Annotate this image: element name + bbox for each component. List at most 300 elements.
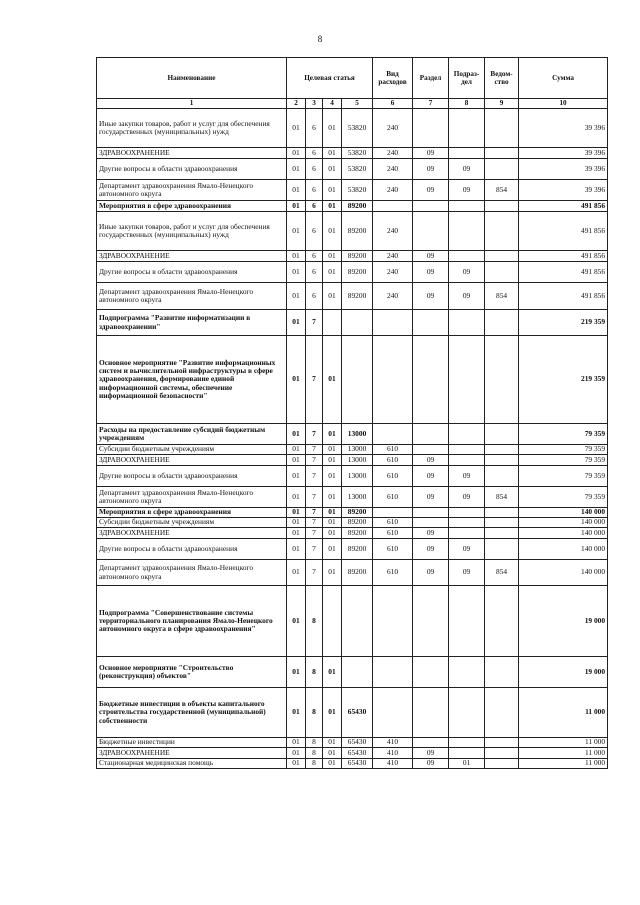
expense-type: 610: [373, 455, 413, 466]
amount: 11 000: [519, 688, 608, 738]
target-program: 01: [287, 336, 306, 424]
target-event: 01: [323, 109, 342, 148]
table-row: [97, 310, 608, 336]
amount: 491 856: [519, 283, 608, 310]
header-vedomstvo: Ведом- ство: [485, 58, 519, 99]
section: 09: [413, 487, 449, 508]
target-direction: 53820: [342, 180, 373, 201]
target-direction: 53820: [342, 109, 373, 148]
target-direction: 89200: [342, 283, 373, 310]
target-direction: 89200: [342, 560, 373, 586]
row-name: Бюджетные инвестиции в объекты капитального строительства государственной (муниципальной) собственности: [97, 688, 287, 738]
header-razdel: Раздел: [413, 58, 449, 99]
target-event: 01: [323, 159, 342, 180]
target-direction: 65430: [342, 688, 373, 738]
department: [485, 262, 519, 283]
amount: 219 359: [519, 310, 608, 336]
target-direction: 53820: [342, 159, 373, 180]
budget-table: [96, 57, 608, 769]
target-event: 01: [323, 748, 342, 759]
row-name: Основное мероприятие "Строительство (реконструкция) объектов": [97, 657, 287, 688]
target-event: 01: [323, 445, 342, 455]
target-event: 01: [323, 148, 342, 159]
section: 09: [413, 283, 449, 310]
row-name: Иные закупки товаров, работ и услуг для обеспечения государственных (муниципальных) нужд: [97, 212, 287, 251]
subsection: [449, 424, 485, 445]
target-direction: [342, 310, 373, 336]
target-direction: 65430: [342, 738, 373, 748]
amount: 39 396: [519, 109, 608, 148]
subsection: [449, 109, 485, 148]
section: 09: [413, 539, 449, 560]
section: [413, 586, 449, 657]
department: [485, 738, 519, 748]
target-event: 01: [323, 455, 342, 466]
amount: 140 000: [519, 539, 608, 560]
column-number: 6: [373, 99, 413, 109]
target-subprogram: 6: [306, 283, 323, 310]
target-subprogram: 8: [306, 738, 323, 748]
column-number: 8: [449, 99, 485, 109]
target-program: 01: [287, 109, 306, 148]
column-number: 4: [323, 99, 342, 109]
target-program: 01: [287, 262, 306, 283]
department: 854: [485, 180, 519, 201]
row-name: Департамент здравоохранения Ямало-Ненецкого автономного округа: [97, 560, 287, 586]
amount: 491 856: [519, 212, 608, 251]
table-row: [97, 336, 608, 424]
header-summa: Сумма: [519, 58, 608, 99]
row-name: Мероприятия в сфере здравоохранения: [97, 201, 287, 212]
department: [485, 251, 519, 262]
table-row: [97, 159, 608, 180]
department: [485, 508, 519, 518]
target-subprogram: 7: [306, 445, 323, 455]
amount: 79 359: [519, 455, 608, 466]
section: [413, 445, 449, 455]
subsection: [449, 310, 485, 336]
expense-type: 610: [373, 560, 413, 586]
section: 09: [413, 148, 449, 159]
amount: 39 396: [519, 148, 608, 159]
target-subprogram: 7: [306, 508, 323, 518]
target-event: 01: [323, 466, 342, 487]
table-row: [97, 262, 608, 283]
row-name: Иные закупки товаров, работ и услуг для обеспечения государственных (муниципальных) нужд: [97, 109, 287, 148]
amount: 19 000: [519, 586, 608, 657]
amount: 11 000: [519, 738, 608, 748]
expense-type: 610: [373, 518, 413, 528]
table-row: [97, 487, 608, 508]
row-name: Стационарная медицинская помощь: [97, 759, 287, 769]
page-number: 8: [317, 34, 323, 44]
target-subprogram: 7: [306, 455, 323, 466]
amount: 19 000: [519, 657, 608, 688]
subsection: [449, 528, 485, 539]
table-row: [97, 586, 608, 657]
department: [485, 201, 519, 212]
section: 09: [413, 262, 449, 283]
table-row: [97, 455, 608, 466]
row-name: Департамент здравоохранения Ямало-Ненецкого автономного округа: [97, 487, 287, 508]
column-number: 5: [342, 99, 373, 109]
target-event: 01: [323, 201, 342, 212]
subsection: [449, 738, 485, 748]
target-direction: 13000: [342, 445, 373, 455]
table-row: [97, 251, 608, 262]
table-row: [97, 539, 608, 560]
target-subprogram: 6: [306, 159, 323, 180]
table-row: [97, 283, 608, 310]
header-name: Наименование: [97, 58, 287, 99]
department: [485, 109, 519, 148]
expense-type: 610: [373, 487, 413, 508]
target-program: 01: [287, 159, 306, 180]
table-row: [97, 759, 608, 769]
subsection: [449, 518, 485, 528]
department: [485, 657, 519, 688]
amount: 11 000: [519, 759, 608, 769]
target-direction: 13000: [342, 455, 373, 466]
expense-type: 610: [373, 466, 413, 487]
expense-type: 410: [373, 759, 413, 769]
target-subprogram: 6: [306, 212, 323, 251]
target-event: 01: [323, 251, 342, 262]
section: [413, 212, 449, 251]
table-row: [97, 180, 608, 201]
table-row: [97, 508, 608, 518]
expense-type: [373, 201, 413, 212]
target-event: 01: [323, 738, 342, 748]
expense-type: 240: [373, 251, 413, 262]
amount: 491 856: [519, 262, 608, 283]
section: 09: [413, 759, 449, 769]
expense-type: [373, 336, 413, 424]
expense-type: 610: [373, 445, 413, 455]
section: [413, 508, 449, 518]
row-name: Департамент здравоохранения Ямало-Ненецкого автономного округа: [97, 283, 287, 310]
row-name: ЗДРАВООХРАНЕНИЕ: [97, 455, 287, 466]
target-event: 01: [323, 487, 342, 508]
target-direction: 89200: [342, 518, 373, 528]
target-direction: [342, 586, 373, 657]
target-program: 01: [287, 528, 306, 539]
expense-type: 240: [373, 283, 413, 310]
table-row: [97, 212, 608, 251]
target-program: 01: [287, 738, 306, 748]
section: 09: [413, 748, 449, 759]
table-row: [97, 748, 608, 759]
section: 09: [413, 560, 449, 586]
table-row: [97, 657, 608, 688]
row-name: Другие вопросы в области здравоохранения: [97, 159, 287, 180]
subsection: [449, 148, 485, 159]
expense-type: [373, 688, 413, 738]
target-direction: 65430: [342, 748, 373, 759]
department: [485, 518, 519, 528]
row-name: ЗДРАВООХРАНЕНИЕ: [97, 148, 287, 159]
expense-type: 410: [373, 738, 413, 748]
row-name: Бюджетные инвестиции: [97, 738, 287, 748]
department: [485, 212, 519, 251]
amount: 140 000: [519, 560, 608, 586]
subsection: 09: [449, 159, 485, 180]
column-number: 10: [519, 99, 608, 109]
target-direction: 89200: [342, 539, 373, 560]
expense-type: 240: [373, 109, 413, 148]
target-subprogram: 8: [306, 748, 323, 759]
subsection: [449, 336, 485, 424]
table-row: [97, 738, 608, 748]
table-row: [97, 445, 608, 455]
expense-type: [373, 310, 413, 336]
target-subprogram: 7: [306, 560, 323, 586]
row-name: ЗДРАВООХРАНЕНИЕ: [97, 748, 287, 759]
target-program: 01: [287, 748, 306, 759]
department: [485, 424, 519, 445]
target-direction: 89200: [342, 508, 373, 518]
section: [413, 738, 449, 748]
row-name: Другие вопросы в области здравоохранения: [97, 539, 287, 560]
target-program: 01: [287, 466, 306, 487]
table-row: [97, 528, 608, 539]
subsection: [449, 445, 485, 455]
target-program: 01: [287, 455, 306, 466]
subsection: [449, 748, 485, 759]
target-event: 01: [323, 424, 342, 445]
subsection: 09: [449, 539, 485, 560]
department: [485, 759, 519, 769]
target-subprogram: 7: [306, 424, 323, 445]
target-program: 01: [287, 487, 306, 508]
target-subprogram: 6: [306, 251, 323, 262]
amount: 79 359: [519, 445, 608, 455]
target-event: [323, 310, 342, 336]
subsection: [449, 657, 485, 688]
amount: 140 000: [519, 508, 608, 518]
target-subprogram: 8: [306, 586, 323, 657]
amount: 140 000: [519, 518, 608, 528]
target-program: 01: [287, 180, 306, 201]
target-subprogram: 6: [306, 262, 323, 283]
section: 09: [413, 528, 449, 539]
section: [413, 336, 449, 424]
target-subprogram: 7: [306, 518, 323, 528]
expense-type: 240: [373, 180, 413, 201]
target-program: 01: [287, 310, 306, 336]
expense-type: [373, 657, 413, 688]
table-body: [97, 109, 608, 769]
subsection: 09: [449, 283, 485, 310]
amount: 11 000: [519, 748, 608, 759]
target-program: 01: [287, 283, 306, 310]
department: [485, 586, 519, 657]
table-row: [97, 466, 608, 487]
header-row: [97, 58, 608, 99]
target-event: 01: [323, 539, 342, 560]
amount: 79 359: [519, 487, 608, 508]
department: 854: [485, 283, 519, 310]
subsection: 09: [449, 180, 485, 201]
section: 09: [413, 251, 449, 262]
target-event: 01: [323, 528, 342, 539]
target-program: 01: [287, 201, 306, 212]
table-row: [97, 518, 608, 528]
target-subprogram: 8: [306, 657, 323, 688]
department: [485, 148, 519, 159]
target-event: 01: [323, 688, 342, 738]
target-direction: 65430: [342, 759, 373, 769]
target-subprogram: 7: [306, 336, 323, 424]
row-name: Мероприятия в сфере здравоохранения: [97, 508, 287, 518]
department: [485, 748, 519, 759]
row-name: Субсидии бюджетным учреждениям: [97, 445, 287, 455]
subsection: 09: [449, 560, 485, 586]
expense-type: 240: [373, 159, 413, 180]
target-event: 01: [323, 212, 342, 251]
table-row: [97, 201, 608, 212]
target-program: 01: [287, 508, 306, 518]
section: 09: [413, 466, 449, 487]
department: [485, 455, 519, 466]
column-number: 1: [97, 99, 287, 109]
subsection: 09: [449, 262, 485, 283]
target-program: 01: [287, 148, 306, 159]
column-number-row: [97, 99, 608, 109]
target-event: 01: [323, 508, 342, 518]
section: [413, 109, 449, 148]
table-row: [97, 109, 608, 148]
row-name: Другие вопросы в области здравоохранения: [97, 262, 287, 283]
target-subprogram: 7: [306, 539, 323, 560]
target-direction: 53820: [342, 148, 373, 159]
expense-type: 240: [373, 212, 413, 251]
section: 09: [413, 180, 449, 201]
department: [485, 336, 519, 424]
target-subprogram: 7: [306, 310, 323, 336]
amount: 39 396: [519, 159, 608, 180]
target-direction: 13000: [342, 466, 373, 487]
row-name: Расходы на предоставление субсидий бюджетным учреждениям: [97, 424, 287, 445]
amount: 491 856: [519, 201, 608, 212]
section: 09: [413, 455, 449, 466]
header-target: Целевая статья: [287, 58, 373, 99]
target-event: 01: [323, 262, 342, 283]
target-program: 01: [287, 560, 306, 586]
column-number: 3: [306, 99, 323, 109]
target-direction: 89200: [342, 212, 373, 251]
amount: 140 000: [519, 528, 608, 539]
section: [413, 424, 449, 445]
amount: 219 359: [519, 336, 608, 424]
target-event: [323, 586, 342, 657]
target-program: 01: [287, 539, 306, 560]
department: 854: [485, 560, 519, 586]
subsection: [449, 688, 485, 738]
amount: 491 856: [519, 251, 608, 262]
subsection: [449, 455, 485, 466]
target-direction: [342, 657, 373, 688]
table-row: [97, 424, 608, 445]
section: [413, 310, 449, 336]
department: [485, 688, 519, 738]
target-subprogram: 6: [306, 109, 323, 148]
column-number: 7: [413, 99, 449, 109]
target-direction: 89200: [342, 262, 373, 283]
amount: 39 396: [519, 180, 608, 201]
row-name: ЗДРАВООХРАНЕНИЕ: [97, 251, 287, 262]
expense-type: [373, 424, 413, 445]
department: [485, 466, 519, 487]
department: [485, 539, 519, 560]
department: [485, 159, 519, 180]
department: 854: [485, 487, 519, 508]
section: [413, 657, 449, 688]
expense-type: 610: [373, 528, 413, 539]
target-subprogram: 7: [306, 487, 323, 508]
department: [485, 445, 519, 455]
target-direction: 13000: [342, 487, 373, 508]
department: [485, 310, 519, 336]
row-name: Подпрограмма "Совершенствование системы территориального планирования Ямало-Ненецкого автономного округа в сфере здравоохранения": [97, 586, 287, 657]
subsection: 09: [449, 466, 485, 487]
table-row: [97, 148, 608, 159]
expense-type: 240: [373, 148, 413, 159]
row-name: Подпрограмма "Развитие информатизации в здравоохранении": [97, 310, 287, 336]
table-row: [97, 560, 608, 586]
target-program: 01: [287, 424, 306, 445]
section: [413, 688, 449, 738]
subsection: [449, 212, 485, 251]
target-event: 01: [323, 180, 342, 201]
table-row: [97, 688, 608, 738]
subsection: [449, 201, 485, 212]
target-subprogram: 7: [306, 466, 323, 487]
target-program: 01: [287, 212, 306, 251]
target-direction: 13000: [342, 424, 373, 445]
target-subprogram: 6: [306, 180, 323, 201]
target-direction: 89200: [342, 201, 373, 212]
section: [413, 201, 449, 212]
row-name: ЗДРАВООХРАНЕНИЕ: [97, 528, 287, 539]
subsection: [449, 586, 485, 657]
target-event: 01: [323, 336, 342, 424]
target-program: 01: [287, 657, 306, 688]
target-program: 01: [287, 518, 306, 528]
subsection: 01: [449, 759, 485, 769]
target-subprogram: 6: [306, 201, 323, 212]
section: [413, 518, 449, 528]
target-event: 01: [323, 560, 342, 586]
target-direction: 89200: [342, 528, 373, 539]
target-program: 01: [287, 688, 306, 738]
amount: 79 359: [519, 466, 608, 487]
expense-type: 410: [373, 748, 413, 759]
header-vid: Вид расходов: [373, 58, 413, 99]
target-event: 01: [323, 759, 342, 769]
target-event: 01: [323, 283, 342, 310]
target-program: 01: [287, 586, 306, 657]
target-subprogram: 6: [306, 148, 323, 159]
section: 09: [413, 159, 449, 180]
row-name: Основное мероприятие "Развитие информационных систем и вычислительной инфраструктуры в сфере здравоохранения, формирование единой информационной системы, обеспечение информационной безопасности": [97, 336, 287, 424]
department: [485, 528, 519, 539]
row-name: Субсидии бюджетным учреждениям: [97, 518, 287, 528]
expense-type: 610: [373, 539, 413, 560]
column-number: 9: [485, 99, 519, 109]
target-direction: 89200: [342, 251, 373, 262]
column-number: 2: [287, 99, 306, 109]
